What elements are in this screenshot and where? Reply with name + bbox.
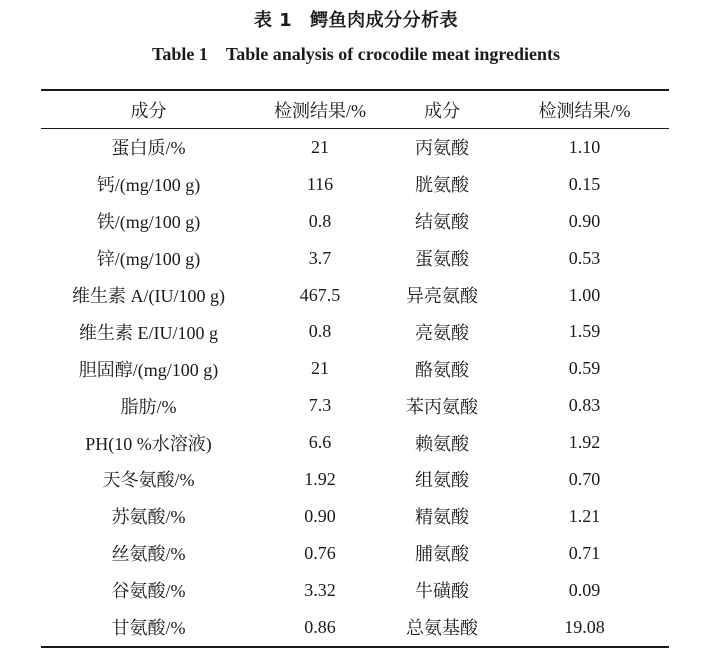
- row-ingredient-1: 钙/(mg/100 g): [96, 175, 201, 196]
- row-ingredient-2: 丙氨酸: [415, 138, 469, 159]
- caption-en-number: Table 1: [151, 44, 208, 64]
- row-result-2: 0.15: [568, 173, 601, 194]
- table-caption-chinese: [0, 6, 712, 32]
- row-ingredient-2: 异亮氨酸: [406, 286, 478, 306]
- header-ingredient-1: 成分: [130, 100, 167, 121]
- row-ingredient-2: 赖氨酸: [415, 433, 469, 454]
- row-ingredient-1: 谷氨酸/%: [111, 581, 186, 602]
- row-ingredient-2: 酪氨酸: [415, 359, 469, 380]
- row-result-2: 1.21: [568, 505, 601, 526]
- row-result-1: 0.90: [304, 505, 336, 526]
- row-ingredient-2: 苯丙氨酸: [406, 396, 478, 417]
- row-result-2: 1.59: [568, 321, 601, 342]
- row-ingredient-2: 总氨基酸: [406, 618, 478, 639]
- table-row: [41, 461, 669, 498]
- table-body: [0, 129, 628, 645]
- row-result-2: 0.71: [568, 542, 601, 563]
- caption-cn-title: 鳄鱼肉成分分析表: [310, 10, 459, 31]
- row-ingredient-2: 结氨酸: [415, 212, 469, 233]
- row-result-1: 0.86: [304, 616, 336, 637]
- row-ingredient-1: 胆固醇/(mg/100 g): [78, 359, 219, 380]
- row-result-2: 19.08: [564, 616, 605, 637]
- row-ingredient-1: 锌/(mg/100 g): [96, 249, 201, 270]
- row-result-1: 21: [311, 136, 329, 157]
- row-ingredient-2: 精氨酸: [415, 507, 469, 528]
- row-result-2: 0.83: [568, 395, 601, 416]
- row-result-2: 1.00: [568, 284, 601, 305]
- table-header-row: [41, 91, 669, 128]
- row-ingredient-2: 胱氨酸: [415, 175, 469, 196]
- row-ingredient-2: 组氨酸: [415, 470, 469, 491]
- table-row: [41, 240, 669, 277]
- caption-cn-number: 表 1: [253, 10, 293, 31]
- row-ingredient-1: 甘氨酸/%: [111, 618, 186, 639]
- row-result-1: 116: [306, 173, 334, 194]
- table-row: [41, 387, 669, 424]
- row-ingredient-1: 脂肪/%: [120, 396, 177, 417]
- row-ingredient-1: 铁/(mg/100 g): [96, 212, 201, 233]
- row-result-1: 6.6: [308, 432, 332, 453]
- row-result-2: 0.09: [568, 579, 601, 600]
- row-result-2: 0.70: [568, 468, 601, 489]
- row-result-1: 0.8: [308, 210, 332, 231]
- table-row: [41, 277, 669, 314]
- row-ingredient-1: 天冬氨酸/%: [102, 470, 195, 491]
- table-bottom-rule: [41, 646, 669, 648]
- table-row: [41, 424, 669, 461]
- table-row: [41, 203, 669, 240]
- table-row: [41, 313, 669, 350]
- table-row: [41, 572, 669, 609]
- row-ingredient-1: 丝氨酸/%: [111, 544, 186, 565]
- table-row: [41, 498, 669, 535]
- row-result-1: 1.92: [304, 468, 336, 489]
- row-result-2: 0.53: [568, 247, 601, 268]
- row-result-1: 0.76: [304, 542, 336, 563]
- row-ingredient-1: 蛋白质/%: [111, 138, 186, 159]
- row-result-2: 0.59: [568, 358, 601, 379]
- row-ingredient-2: 蛋氨酸: [415, 249, 469, 270]
- row-result-2: 1.10: [568, 136, 601, 157]
- row-ingredient-1: 苏氨酸/%: [111, 507, 186, 528]
- row-result-1: 467.5: [299, 284, 341, 305]
- header-result-1: 检测结果/%: [274, 100, 366, 121]
- row-result-2: 0.90: [568, 210, 601, 231]
- caption-en-title: Table analysis of crocodile meat ingredients: [225, 44, 561, 64]
- row-ingredient-2: 脯氨酸: [415, 544, 469, 565]
- row-result-1: 3.7: [308, 247, 332, 268]
- row-ingredient-2: 牛磺酸: [415, 581, 469, 602]
- row-ingredient-1: 维生素 E/IU/100 g: [79, 322, 218, 343]
- table-row: [41, 609, 669, 646]
- header-ingredient-2: 成分: [424, 100, 460, 121]
- header-result-2: 检测结果/%: [538, 100, 631, 121]
- row-ingredient-1: PH(10 %水溶液): [85, 433, 212, 454]
- row-result-1: 21: [311, 358, 329, 379]
- table-row: [41, 166, 669, 203]
- row-result-2: 1.92: [568, 432, 601, 453]
- row-result-1: 3.32: [304, 579, 336, 600]
- row-result-1: 7.3: [308, 395, 332, 416]
- row-ingredient-2: 亮氨酸: [415, 322, 469, 343]
- table-row: [41, 350, 669, 387]
- table-row: [41, 129, 669, 166]
- row-ingredient-1: 维生素 A/(IU/100 g): [72, 286, 225, 306]
- table-row: [41, 535, 669, 572]
- row-result-1: 0.8: [308, 321, 332, 342]
- table-caption-english: [0, 44, 712, 65]
